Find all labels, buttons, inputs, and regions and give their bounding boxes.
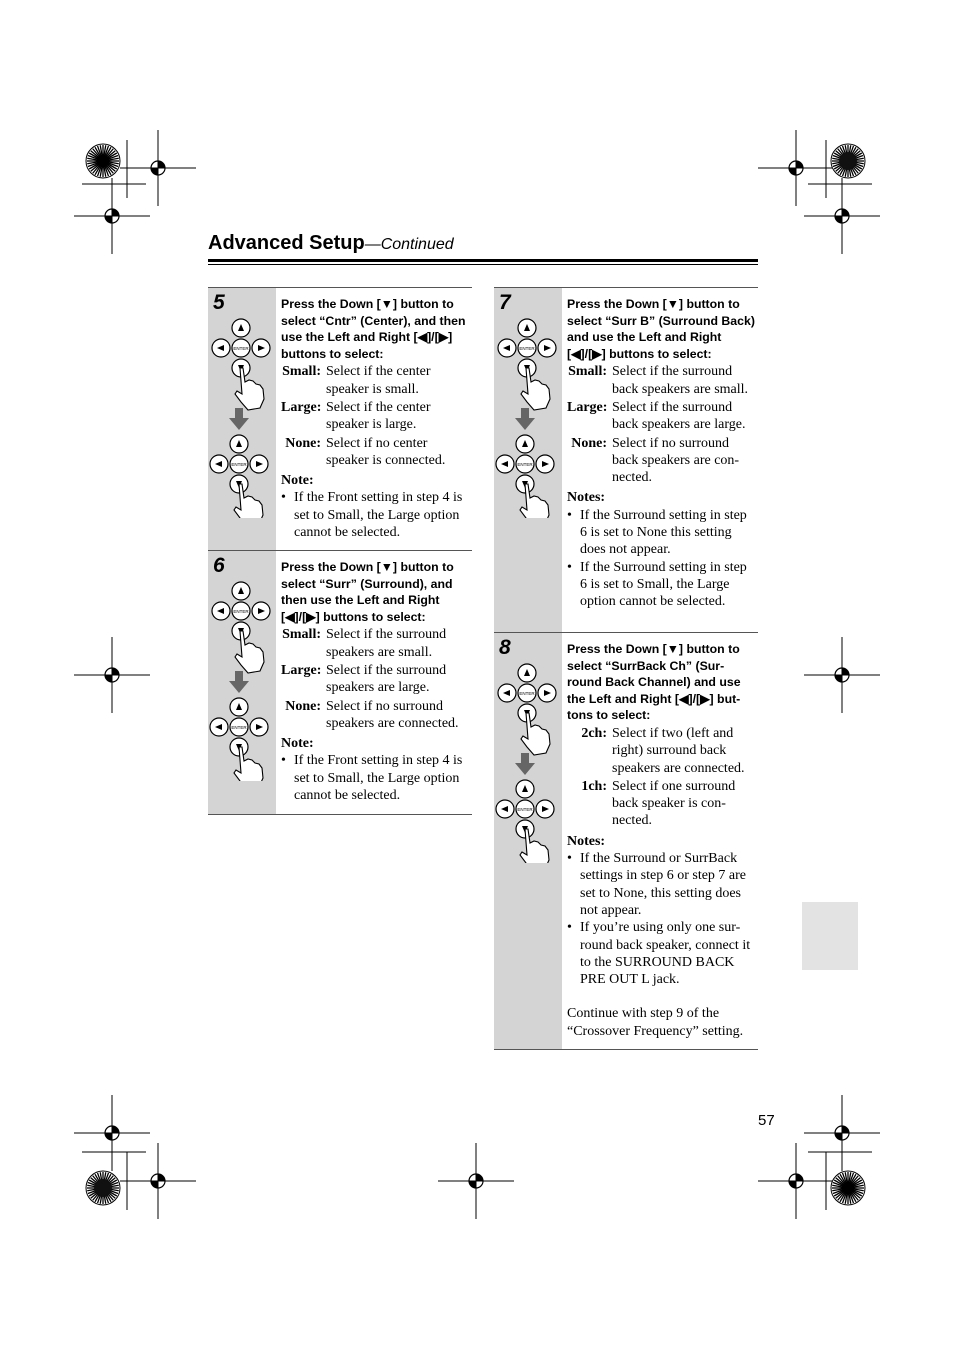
remote-diagram	[494, 663, 562, 868]
remote-diagram-svg	[208, 318, 276, 518]
option-text: Select if the center speaker is large.	[326, 399, 431, 433]
option-text: Select if the center speaker is small.	[326, 364, 431, 397]
option-large	[281, 662, 470, 697]
option-none	[567, 435, 756, 487]
option-key: None:	[571, 435, 607, 451]
option-text: Select if the surround speakers are large.	[326, 662, 447, 696]
remote-diagram-svg	[494, 318, 562, 518]
page-title: Advanced Setup—Continued	[208, 232, 454, 254]
step-instruction: Press the Down [▼] button to select “Surr” (Surround), and then use the Left and Right [◀]/[▶] buttons to select:	[281, 560, 454, 624]
enter-label: ENTER	[233, 346, 249, 351]
option-2ch	[567, 725, 756, 777]
step-number: 6	[213, 554, 225, 577]
option-key: Small:	[282, 364, 321, 380]
option-small	[281, 626, 470, 661]
step-instruction: Press the Down [▼] button to select “SurrBack Ch” (Sur-round Back Channel) and use the Left and Right [◀]/[▶] but-tons to select:	[567, 642, 741, 723]
section-tab	[802, 902, 858, 970]
page-number: 57	[758, 1112, 775, 1129]
option-text: Select if the surround back speakers are small.	[612, 364, 749, 397]
color-target-center	[94, 1179, 112, 1197]
note-item: • If the Surround setting in step 6 is set to None this setting does not appear.	[567, 507, 747, 558]
note-item: • If you’re using only one sur-round back speaker, connect it to the SURROUND BACK PRE OUT L jack.	[567, 920, 751, 988]
step-6	[208, 551, 472, 815]
down-arrow-icon	[229, 671, 249, 693]
option-small	[567, 363, 756, 398]
note-item: • If the Surround or SurrBack settings in step 6 or step 7 are set to None, this setting does not appear.	[567, 851, 747, 918]
option-text: Select if no surround back speakers are con-nected.	[612, 435, 740, 486]
option-key: None:	[285, 698, 321, 714]
step-instruction: Press the Down [▼] button to select “Cntr” (Center), and then use the Left and Right [◀]/[▶] buttons to select:	[281, 297, 466, 361]
remote-diagram-svg	[494, 663, 562, 863]
enter-label: ENTER	[231, 462, 247, 467]
notes-heading: Note:	[281, 473, 314, 489]
enter-label: ENTER	[519, 691, 535, 696]
option-key: Large:	[281, 399, 322, 415]
down-arrow-icon	[229, 408, 249, 430]
note-item: • If the Surround setting in step 6 is set to Small, the Large option cannot be selected.	[567, 559, 747, 610]
option-small	[281, 363, 470, 398]
step-number: 8	[499, 636, 511, 659]
down-arrow-icon	[515, 408, 535, 430]
notes-heading: Notes:	[567, 490, 606, 506]
option-text: Select if no center speaker is connected.	[326, 435, 446, 468]
step-number: 7	[499, 291, 511, 314]
option-1ch	[567, 778, 756, 830]
option-key: Small:	[282, 627, 321, 643]
option-key: Large:	[281, 662, 322, 678]
option-key: Large:	[567, 399, 608, 415]
note-item: • If the Front setting in step 4 is set to Small, the Large option cannot be selected.	[281, 753, 463, 804]
step-instruction: Press the Down [▼] button to select “Surr B” (Surround Back) and use the Left and Right [◀]/[▶] buttons to select:	[567, 297, 755, 361]
remote-diagram	[494, 318, 562, 523]
step-8	[494, 633, 758, 1050]
step-body	[567, 641, 756, 1040]
step-number: 5	[213, 291, 225, 314]
enter-label: ENTER	[233, 609, 249, 614]
enter-label: ENTER	[231, 725, 247, 730]
option-large	[567, 399, 756, 434]
step-7	[494, 287, 758, 633]
option-text: Select if two (left and right) surround back speakers are connected.	[612, 725, 745, 776]
option-key: None:	[285, 435, 321, 451]
option-large	[281, 399, 470, 434]
enter-label: ENTER	[517, 462, 533, 467]
step-body	[281, 559, 470, 804]
option-text: Select if the surround back speakers are large.	[612, 399, 746, 433]
option-text: Select if one surround back speaker is con-nected.	[612, 778, 736, 829]
enter-label: ENTER	[517, 807, 533, 812]
option-text: Select if no surround speakers are connected.	[326, 698, 459, 731]
continue-instruction: Continue with step 9 of the “Crossover Frequency” setting.	[567, 1006, 744, 1039]
down-arrow-icon	[515, 753, 535, 775]
remote-diagram-svg	[208, 581, 276, 781]
option-none	[281, 698, 470, 733]
option-none	[281, 435, 470, 470]
step-body	[281, 296, 470, 541]
option-key: Small:	[568, 364, 607, 380]
notes-heading: Notes:	[567, 833, 606, 849]
step-body	[567, 296, 756, 611]
option-key: 1ch:	[581, 778, 607, 794]
notes-heading: Note:	[281, 736, 314, 752]
continued-label: —Continued	[364, 236, 454, 253]
remote-diagram	[208, 581, 276, 786]
step-5	[208, 287, 472, 551]
option-key: 2ch:	[581, 725, 607, 741]
header-rule-thin	[208, 264, 758, 265]
header-rule	[208, 259, 758, 262]
color-target-center	[839, 152, 857, 170]
option-text: Select if the surround speakers are small.	[326, 627, 447, 660]
remote-diagram	[208, 318, 276, 523]
enter-label: ENTER	[519, 346, 535, 351]
note-item: • If the Front setting in step 4 is set to Small, the Large option cannot be selected.	[281, 490, 463, 541]
